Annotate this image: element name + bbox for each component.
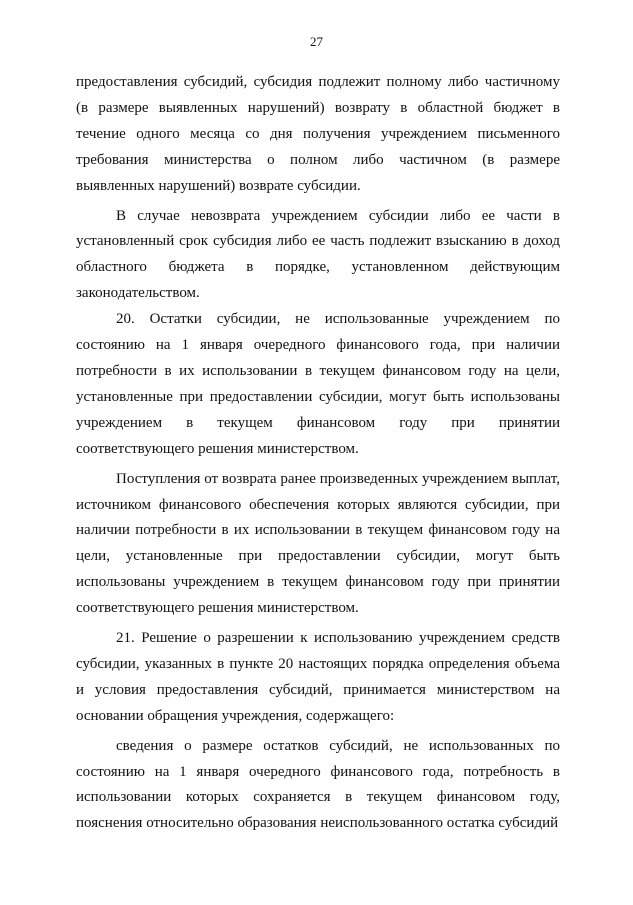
page-number: 27: [310, 34, 323, 49]
paragraph-continuation: предоставления субсидий, субсидия подлежит полному либо частичному (в размере выявленных нарушений) возврату в областной бюджет в течение одного месяца со дня получения учреждением письменного требования министерства о полном либо частичном (в размере выявленных нарушений) возврате субсидии.: [76, 74, 560, 194]
document-body: [76, 70, 560, 837]
paragraph-remainder-info: сведения о размере остатков субсидий, не использованных по состоянию на 1 января очередного финансового года, потребность в использовании которых сохраняется в текущем финансовом году, пояснения относительно образования неиспользованного остатка субсидий: [76, 737, 560, 832]
paragraph-nonreturn: В случае невозврата учреждением субсидии либо ее части в установленный срок субсидия либо ее часть подлежит взысканию в доход областного бюджета в порядке, установленном действующим законодательством.: [76, 207, 560, 302]
paragraph-clause-20: 20. Остатки субсидии, не использованные учреждением по состоянию на 1 января очередного финансового года, при наличии потребности в их использовании в текущем финансовом году на цели, установленные при предоставлении субсидии, могут быть использованы учреждением в текущем финансовом году при принятии соответствующего решения министерством.: [76, 311, 560, 457]
paragraph-clause-21: 21. Решение о разрешении к использованию учреждением средств субсидии, указанных в пункте 20 настоящих порядка определения объема и условия предоставления субсидий, принимается министерством на основании обращения учреждения, содержащего:: [76, 630, 560, 724]
paragraph-receipts: Поступления от возврата ранее произведенных учреждением выплат, источником финансового обеспечения которых являются субсидии, при наличии потребности в их использовании в текущем финансовом году на цели, установленные при предоставлении субсидии, могут быть использованы учреждением в текущем финансовом году при принятии соответствующего решения министерством.: [76, 470, 560, 617]
